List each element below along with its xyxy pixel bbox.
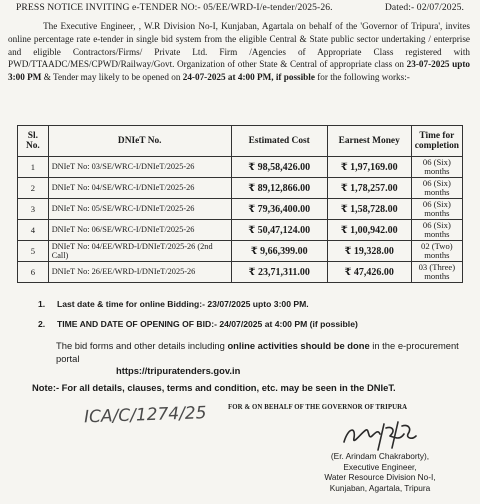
list-item-number: 1.: [38, 299, 46, 309]
cell-time: 06 (Six) months: [411, 220, 462, 241]
note-text: Note:- For all details, clauses, terms and condition, etc. may be seen in the DNIeT.: [32, 382, 396, 393]
col-header-dniet: DNIeT No.: [48, 126, 231, 157]
cell-money: ₹ 19,328.00: [327, 241, 411, 262]
notice-header: [6, 2, 474, 18]
signatory-division: Water Resource Division No-I,: [324, 472, 436, 483]
notice-date: Dated:- 02/07/2025.: [384, 2, 464, 13]
cell-dniet: DNIeT No: 04/EE/WRD-I/DNIeT/2025-26 (2nd Call): [48, 241, 231, 262]
cell-time: 06 (Six) months: [411, 199, 462, 220]
table-row: [18, 241, 463, 262]
signature-mark: [338, 416, 418, 454]
cell-money: ₹ 1,00,942.00: [327, 220, 411, 241]
works-table: [17, 125, 463, 283]
cell-sl: 4: [18, 220, 49, 241]
signatory-place: Kunjaban, Agartala, Tripura: [329, 482, 431, 493]
cell-dniet: DNIeT No: 26/EE/WRD-I/DNIeT/2025-26: [48, 262, 231, 283]
cell-time: 02 (Two) months: [411, 241, 462, 262]
cell-time: 06 (Six) months: [411, 178, 462, 199]
intro-text-1: The Executive Engineer, , W.R Division No-I, Kunjaban, Agartala on behalf of the 'Governor of Tripura', invites online percentage rate e-tender in single bid system from the eligible Central & State public sector undertaking / enterprise and eligible Contractors/Firms/ Private Ltd. Firm /Agencies of Appropriate Class registered with PWD/TTAADC/MES/CPWD/Railway/Govt. Organization of other State & Central of appropriate class on: [8, 21, 471, 70]
list-item-number: 2.: [38, 319, 46, 329]
last-date-text: Last date & time for online Bidding:- 23/07/2025 upto 3:00 PM.: [57, 299, 309, 309]
list-item: [30, 299, 470, 319]
intro-text-3: for the following works:-: [314, 72, 410, 83]
cell-sl: 3: [18, 199, 49, 220]
cell-sl: 6: [18, 262, 49, 283]
signature-stroke: [344, 422, 416, 450]
cell-dniet: DNIeT No: 06/SE/WRC-I/DNIeT/2025-26: [48, 220, 231, 241]
intro-paragraph: [8, 20, 470, 84]
col-header-sl: Sl. No.: [18, 126, 49, 157]
bid-forms-text-1: The bid forms and other details including: [56, 340, 228, 351]
cell-sl: 5: [18, 241, 49, 262]
cell-money: ₹ 1,97,169.00: [327, 157, 411, 178]
cell-cost: ₹ 89,12,866.00: [231, 178, 327, 199]
col-header-money: Earnest Money: [327, 126, 411, 157]
cell-money: ₹ 1,58,728.00: [327, 199, 411, 220]
col-header-cost: Estimated Cost: [231, 126, 327, 157]
key-dates-list: [30, 299, 470, 339]
cell-sl: 1: [18, 157, 49, 178]
list-item: [30, 319, 470, 339]
table-row: [18, 262, 463, 283]
opening-date-bold: 24-07-2025 at 4:00 PM, if possible: [182, 72, 315, 83]
signatory-designation: Executive Engineer,: [343, 461, 417, 472]
table-row: [18, 199, 463, 220]
tender-notice-number: PRESS NOTICE INVITING e-TENDER NO:- 05/EE/WRD-I/e-tender/2025-26.: [16, 2, 333, 13]
cell-time: 03 (Three) months: [411, 262, 462, 283]
cell-time: 06 (Six) months: [411, 157, 462, 178]
cell-cost: ₹ 79,36,400.00: [231, 199, 327, 220]
on-behalf-line: FOR & ON BEHALF OF THE GOVERNOR OF TRIPURA: [228, 404, 408, 411]
cell-money: ₹ 47,426.00: [327, 262, 411, 283]
signatory-name: (Er. Arindam Chakraborty),: [330, 451, 430, 461]
handwritten-reference: [82, 398, 222, 428]
cell-cost: ₹ 9,66,399.00: [231, 241, 327, 262]
table-row: [18, 220, 463, 241]
cell-dniet: DNIeT No: 04/SE/WRC-I/DNIeT/2025-26: [48, 178, 231, 199]
cell-sl: 2: [18, 178, 49, 199]
cell-cost: ₹ 50,47,124.00: [231, 220, 327, 241]
intro-text-2: & Tender may likely to be opened on: [41, 72, 183, 83]
cell-dniet: DNIeT No: 03/SE/WRC-I/DNIeT/2025-26: [48, 157, 231, 178]
col-header-time: Time for completion: [411, 126, 462, 157]
cell-dniet: DNIeT No: 05/SE/WRC-I/DNIeT/2025-26: [48, 199, 231, 220]
signatory-block: [290, 451, 470, 493]
bid-forms-bold: online activities should be done: [227, 340, 370, 351]
e-procurement-link[interactable]: https://tripuratenders.gov.in: [116, 365, 241, 376]
cell-cost: ₹ 23,71,311.00: [231, 262, 327, 283]
table-header-row: [18, 126, 463, 157]
handwritten-reference-text: ICA/C/1274/25: [83, 403, 207, 428]
table-row: [18, 157, 463, 178]
cell-cost: ₹ 98,58,426.00: [231, 157, 327, 178]
bid-forms-text-2: in the e-procurement portal: [56, 340, 459, 364]
bid-forms-paragraph: [56, 340, 466, 378]
opening-date-text: TIME AND DATE OF OPENING OF BID:- 24/07/2025 at 4:00 PM (if possible): [57, 319, 358, 329]
cell-money: ₹ 1,78,257.00: [327, 178, 411, 199]
bid-deadline-bold: 23-07-2025 upto 3:00 PM: [8, 59, 470, 83]
table-row: [18, 178, 463, 199]
